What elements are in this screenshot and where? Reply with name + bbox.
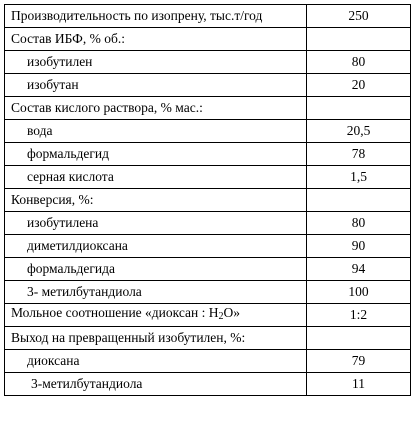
- section-label: Состав ИБФ, % об.:: [5, 28, 307, 51]
- table-row: [5, 304, 411, 327]
- table-row: [5, 143, 411, 166]
- row-value: [307, 28, 411, 51]
- row-label: диметилдиоксана: [5, 235, 307, 258]
- table-row: [5, 120, 411, 143]
- table-row: [5, 327, 411, 350]
- table-row: [5, 97, 411, 120]
- row-label: изобутилена: [5, 212, 307, 235]
- row-label: изобутилен: [5, 51, 307, 74]
- row-label: 3- метилбутандиола: [5, 281, 307, 304]
- row-label: вода: [5, 120, 307, 143]
- row-value: 20: [307, 74, 411, 97]
- row-label: 3-метилбутандиола: [5, 373, 307, 396]
- table-row: [5, 373, 411, 396]
- row-label: формальдегида: [5, 258, 307, 281]
- molar-ratio-label-tail: O»: [223, 305, 240, 320]
- molar-ratio-label-main: Мольное соотношение «диоксан : H: [11, 305, 219, 320]
- row-value: 90: [307, 235, 411, 258]
- table-row: [5, 74, 411, 97]
- row-label: диоксана: [5, 350, 307, 373]
- molar-ratio-subscript: 2: [218, 311, 224, 322]
- table-row: [5, 350, 411, 373]
- row-value: 1,5: [307, 166, 411, 189]
- row-value: 80: [307, 212, 411, 235]
- process-parameters-table: [4, 4, 411, 396]
- table-row: [5, 212, 411, 235]
- section-label: Выход на превращенный изобутилен, %:: [5, 327, 307, 350]
- table-row: [5, 258, 411, 281]
- table-row: [5, 281, 411, 304]
- row-value: 20,5: [307, 120, 411, 143]
- row-value: 78: [307, 143, 411, 166]
- section-label: Состав кислого раствора, % мас.:: [5, 97, 307, 120]
- row-label: серная кислота: [5, 166, 307, 189]
- row-value: [307, 189, 411, 212]
- table-row: [5, 235, 411, 258]
- row-label: формальдегид: [5, 143, 307, 166]
- table-row: [5, 189, 411, 212]
- row-value: 94: [307, 258, 411, 281]
- row-value: 250: [307, 5, 411, 28]
- table-row: [5, 51, 411, 74]
- row-value: 1:2: [307, 304, 411, 327]
- row-value: 80: [307, 51, 411, 74]
- row-label: Производительность по изопрену, тыс.т/год: [5, 5, 307, 28]
- molar-ratio-label: [5, 304, 307, 327]
- row-value: 11: [307, 373, 411, 396]
- row-value: 79: [307, 350, 411, 373]
- table-row: [5, 166, 411, 189]
- row-label: изобутан: [5, 74, 307, 97]
- row-value: [307, 97, 411, 120]
- table-row: [5, 5, 411, 28]
- section-label: Конверсия, %:: [5, 189, 307, 212]
- table-row: [5, 28, 411, 51]
- row-value: 100: [307, 281, 411, 304]
- row-value: [307, 327, 411, 350]
